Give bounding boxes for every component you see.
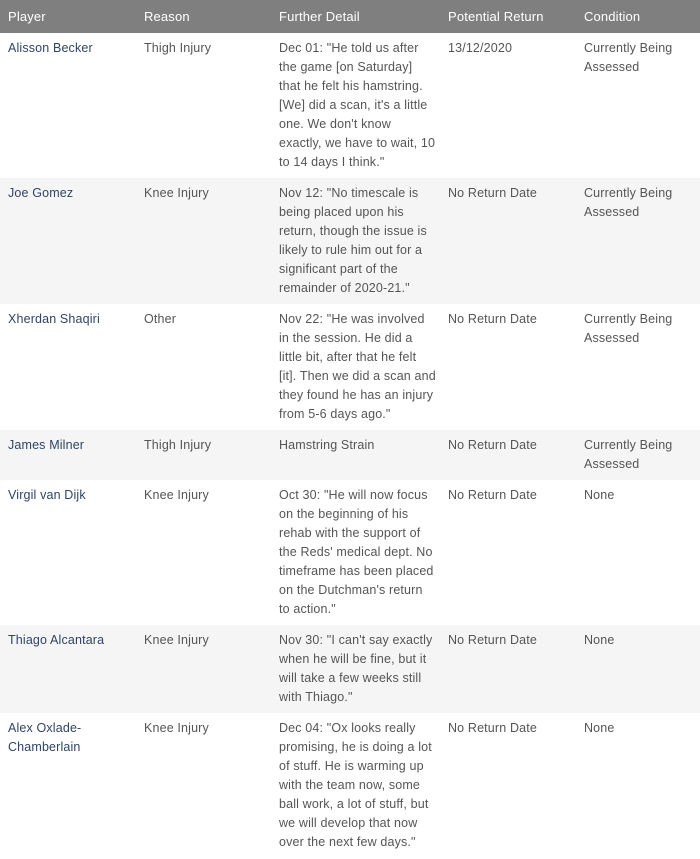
header-row xyxy=(0,0,700,33)
cell-reason: Knee Injury xyxy=(144,186,209,200)
cell-detail: Nov 22: "He was involved in the session. He did a little bit, after that he felt [it]. Then we did a scan and they found he has an injury from 5-6 days ago." xyxy=(279,312,436,421)
cell-return: No Return Date xyxy=(448,633,537,647)
cell-player[interactable]: Virgil van Dijk xyxy=(8,488,86,502)
cell-condition: Currently Being Assessed xyxy=(584,41,673,74)
cell-player[interactable]: Alex Oxlade-Chamberlain xyxy=(8,721,82,754)
cell-reason: Knee Injury xyxy=(144,633,209,647)
cell-return: No Return Date xyxy=(448,438,537,452)
header-further-detail: Further Detail xyxy=(279,9,360,24)
cell-player[interactable]: Thiago Alcantara xyxy=(8,633,105,647)
cell-return: No Return Date xyxy=(448,312,537,326)
header-reason: Reason xyxy=(144,9,190,24)
cell-condition: None xyxy=(584,633,615,647)
cell-condition: None xyxy=(584,721,615,735)
cell-player[interactable]: Xherdan Shaqiri xyxy=(8,312,100,326)
cell-condition: Currently Being Assessed xyxy=(584,438,673,471)
cell-return: No Return Date xyxy=(448,186,537,200)
table-row xyxy=(0,33,700,178)
table-row xyxy=(0,480,700,625)
table-header xyxy=(0,0,700,33)
table-row xyxy=(0,625,700,713)
cell-condition: Currently Being Assessed xyxy=(584,312,673,345)
header-condition: Condition xyxy=(584,9,641,24)
table-body xyxy=(0,33,700,858)
cell-reason: Other xyxy=(144,312,177,326)
cell-detail: Dec 01: "He told us after the game [on Saturday] that he felt his hamstring. [We] did a scan, it's a little one. We don't know exactly, we have to wait, 10 to 14 days I think." xyxy=(279,41,436,169)
cell-detail: Nov 30: "I can't say exactly when he will be fine, but it will take a few weeks still with Thiago." xyxy=(279,633,433,704)
table-row xyxy=(0,430,700,480)
cell-player[interactable]: James Milner xyxy=(8,438,85,452)
cell-reason: Knee Injury xyxy=(144,721,209,735)
cell-reason: Thigh Injury xyxy=(144,41,212,55)
cell-player[interactable]: Joe Gomez xyxy=(8,186,74,200)
header-player: Player xyxy=(8,9,46,24)
cell-reason: Knee Injury xyxy=(144,488,209,502)
cell-detail: Nov 12: "No timescale is being placed upon his return, though the issue is likely to rule him out for a significant part of the remainder of 2020-21." xyxy=(279,186,427,295)
cell-return: No Return Date xyxy=(448,721,537,735)
cell-player[interactable]: Alisson Becker xyxy=(8,41,93,55)
cell-detail: Hamstring Strain xyxy=(279,438,375,452)
cell-detail: Oct 30: "He will now focus on the beginning of his rehab with the support of the Reds' medical dept. No timeframe has been placed on the Dutchman's return to action." xyxy=(279,488,434,616)
table-row xyxy=(0,304,700,430)
cell-condition: None xyxy=(584,488,615,502)
cell-return: 13/12/2020 xyxy=(448,41,513,55)
table-row xyxy=(0,713,700,858)
cell-reason: Thigh Injury xyxy=(144,438,212,452)
table-row xyxy=(0,178,700,304)
header-potential-return: Potential Return xyxy=(448,9,544,24)
cell-return: No Return Date xyxy=(448,488,537,502)
cell-detail: Dec 04: "Ox looks really promising, he is doing a lot of stuff. He is warming up with the team now, some ball work, a lot of stuff, but we will develop that now over the next few days." xyxy=(279,721,432,849)
cell-condition: Currently Being Assessed xyxy=(584,186,673,219)
